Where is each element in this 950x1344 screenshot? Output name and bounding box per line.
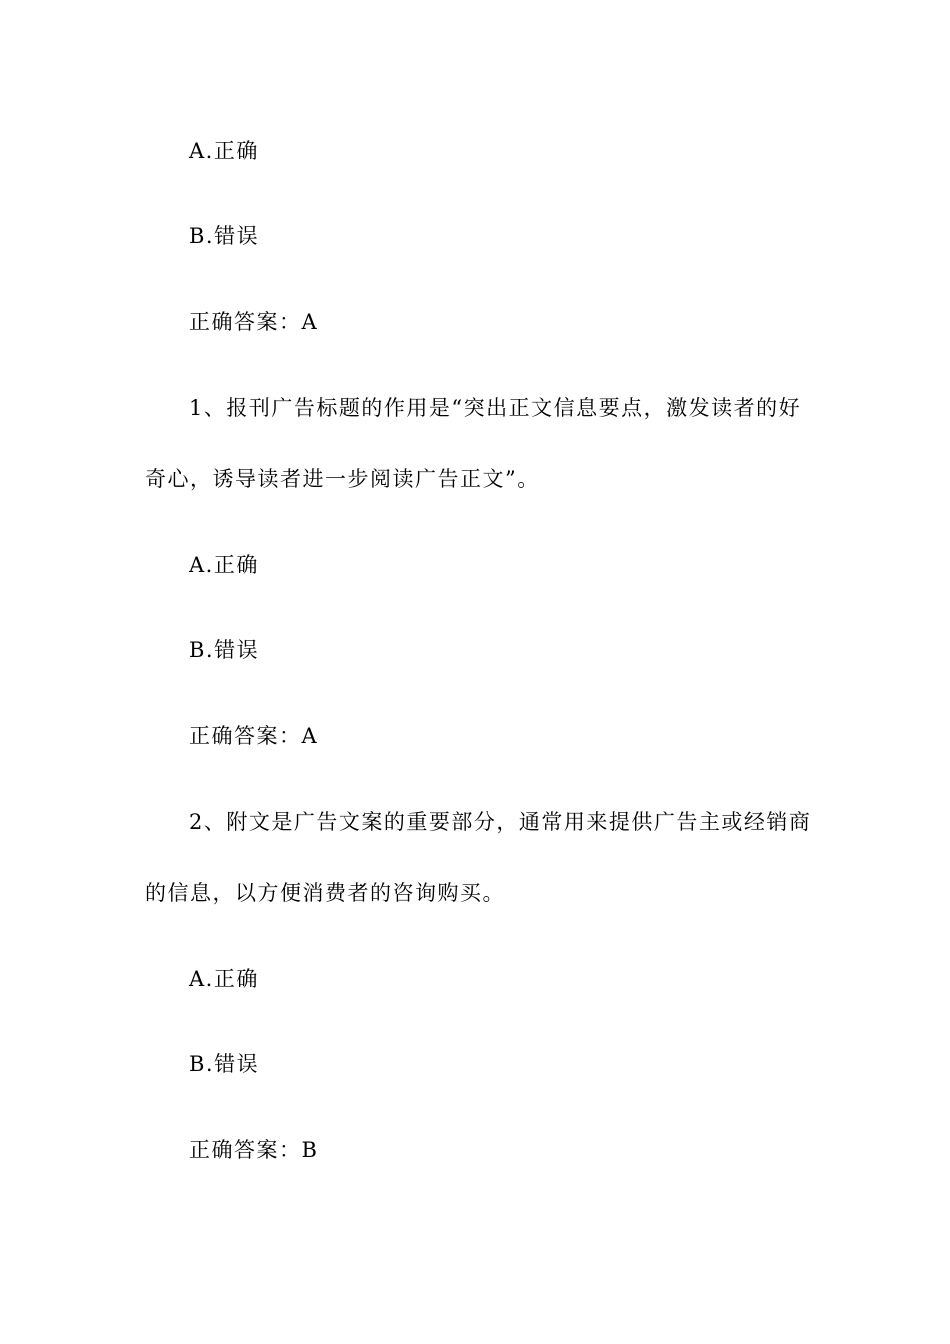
question-2-text-line-2: 的信息，以方便消费者的咨询购买。 [145, 881, 505, 905]
question-2-option-b: B.错误 [189, 1052, 260, 1076]
question-1-text-line-2: 奇心，诱导读者进一步阅读广告正文”。 [145, 467, 540, 491]
option-b: B.错误 [189, 224, 260, 248]
question-1-text-line-1: 1、报刊广告标题的作用是“突出正文信息要点，激发读者的好 [189, 396, 802, 420]
question-1-option-a: A.正确 [189, 553, 259, 577]
question-2-option-a: A.正确 [189, 967, 259, 991]
question-2-answer: 正确答案：B [189, 1138, 319, 1162]
option-a: A.正确 [189, 139, 259, 163]
answer-line: 正确答案：A [189, 310, 319, 334]
question-1-option-b: B.错误 [189, 638, 260, 662]
question-2-text-line-1: 2、附文是广告文案的重要部分，通常用来提供广告主或经销商 [189, 810, 812, 834]
question-1-answer: 正确答案：A [189, 724, 319, 748]
